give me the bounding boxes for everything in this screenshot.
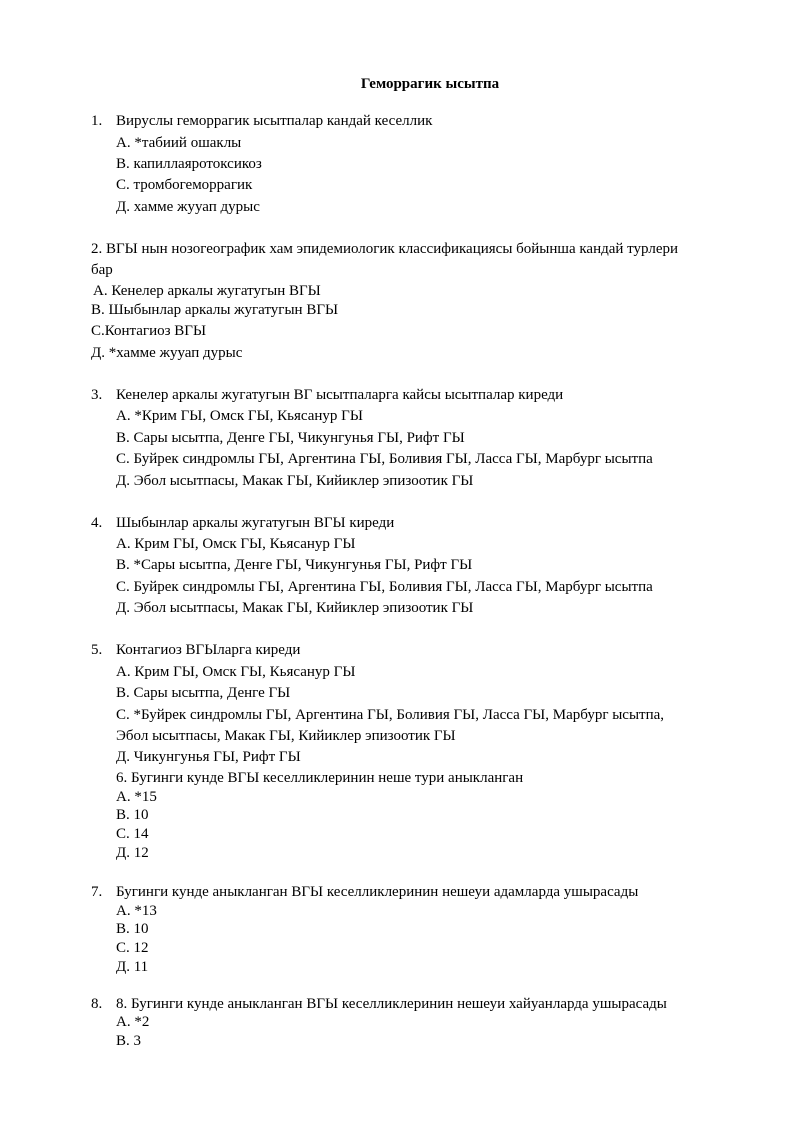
question-7-number: 7.: [91, 884, 103, 900]
question-3-option-d: Д. Эбол ысытпасы, Макак ГЫ, Кийиклер эпизоотик ГЫ: [116, 473, 474, 489]
question-1-option-d: Д. хамме жууап дурыс: [116, 199, 260, 215]
question-6-option-c: С. 14: [116, 826, 149, 842]
question-8-number: 8.: [91, 996, 103, 1012]
question-7-option-b: В. 10: [116, 921, 149, 937]
question-8-text: 8. Бугинги кунде аныкланган ВГЫ кеселликлеринин нешеуи хайуанларда ушырасады: [116, 996, 667, 1012]
question-4-option-d: Д. Эбол ысытпасы, Макак ГЫ, Кийиклер эпизоотик ГЫ: [116, 600, 474, 616]
question-4-option-b: В. *Сары ысытпа, Денге ГЫ, Чикунгунья ГЫ, Рифт ГЫ: [116, 557, 473, 573]
question-3-number: 3.: [91, 387, 103, 403]
question-7-text: Бугинги кунде аныкланган ВГЫ кеселликлеринин нешеуи адамларда ушырасады: [116, 884, 639, 900]
question-2-option-a: А. Кенелер аркалы жугатугын ВГЫ: [93, 283, 321, 299]
question-3-option-c: С. Буйрек синдромлы ГЫ, Аргентина ГЫ, Боливия ГЫ, Ласса ГЫ, Марбург ысытпа: [116, 451, 653, 467]
question-1-option-c: С. тромбогеморрагик: [116, 177, 253, 193]
question-3-text: Кенелер аркалы жугатугын ВГ ысытпаларга кайсы ысытпалар киреди: [116, 387, 564, 403]
question-2-option-c: С.Контагиоз ВГЫ: [91, 323, 207, 339]
question-4-number: 4.: [91, 515, 103, 531]
question-7-option-a: А. *13: [116, 903, 157, 919]
question-5-option-c-cont: Эбол ысытпасы, Макак ГЫ, Кийиклер эпизоотик ГЫ: [116, 728, 456, 744]
question-5-number: 5.: [91, 642, 103, 658]
question-4-text: Шыбынлар аркалы жугатугын ВГЫ киреди: [116, 515, 395, 531]
question-1-text: Вируслы геморрагик ысытпалар кандай кеселлик: [116, 113, 433, 129]
question-3-option-a: А. *Крим ГЫ, Омск ГЫ, Кьясанур ГЫ: [116, 408, 363, 424]
question-2-text: 2. ВГЫ нын нозогеографик хам эпидемиологик классификациясы бойынша кандай турлери: [91, 241, 679, 257]
question-6-text: 6. Бугинги кунде ВГЫ кеселликлеринин неше тури аныкланган: [116, 770, 524, 786]
question-5-option-c: С. *Буйрек синдромлы ГЫ, Аргентина ГЫ, Боливия ГЫ, Ласса ГЫ, Марбург ысытпа,: [116, 707, 665, 723]
question-2-text-cont: бар: [91, 262, 113, 278]
question-1-option-b: В. капиллаяротоксикоз: [116, 156, 262, 172]
question-2-option-b: В. Шыбынлар аркалы жугатугын ВГЫ: [91, 302, 339, 318]
question-1-number: 1.: [91, 113, 103, 129]
question-8-option-b: В. 3: [116, 1033, 142, 1049]
question-6-option-d: Д. 12: [116, 845, 149, 861]
question-4-option-c: С. Буйрек синдромлы ГЫ, Аргентина ГЫ, Боливия ГЫ, Ласса ГЫ, Марбург ысытпа: [116, 579, 653, 595]
question-7-option-c: С. 12: [116, 940, 149, 956]
question-1-option-a: А. *табиий ошаклы: [116, 135, 242, 151]
question-6-option-a: А. *15: [116, 789, 157, 805]
question-4-option-a: А. Крим ГЫ, Омск ГЫ, Кьясанур ГЫ: [116, 536, 356, 552]
question-7-option-d: Д. 11: [116, 959, 149, 975]
question-5-text: Контагиоз ВГЫларга киреди: [116, 642, 301, 658]
question-5-option-a: А. Крим ГЫ, Омск ГЫ, Кьясанур ГЫ: [116, 664, 356, 680]
document-title: Геморрагик ысытпа: [360, 76, 500, 92]
question-6-option-b: В. 10: [116, 807, 149, 823]
question-5-option-d: Д. Чикунгунья ГЫ, Рифт ГЫ: [116, 749, 301, 765]
question-5-option-b: В. Сары ысытпа, Денге ГЫ: [116, 685, 291, 701]
question-8-option-a: А. *2: [116, 1014, 150, 1030]
question-2-option-d: Д. *хамме жууап дурыс: [91, 345, 243, 361]
question-3-option-b: В. Сары ысытпа, Денге ГЫ, Чикунгунья ГЫ, Рифт ГЫ: [116, 430, 465, 446]
